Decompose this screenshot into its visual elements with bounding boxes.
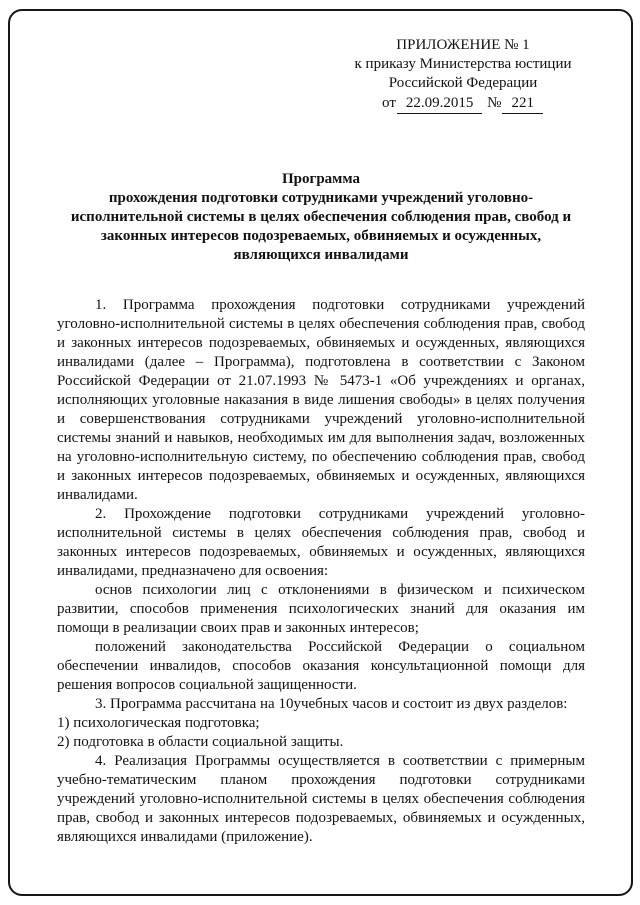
body-list-item: 1) психологическая подготовка; <box>57 715 260 731</box>
appendix-header <box>343 36 583 114</box>
body-list-item: 2) подготовка в области социальной защиты. <box>57 734 344 750</box>
body-paragraph: 4. Реализация Программы осуществляется в соответствии с примерным учебно-тематическим планом прохождения подготовки сотрудниками учреждений уголовно-исполнительной системы в целях обеспечения соблюдения прав, свобод и законных интересов подозреваемых, обвиняемых и осужденных, являющихся инвалидами (приложение). <box>57 753 585 845</box>
page-content <box>57 36 585 847</box>
body-paragraph: положений законодательства Российской Федерации о социальном обеспечении инвалидов, способов оказания консультационной помощи для решения вопросов социальной защищенности. <box>57 639 585 693</box>
order-number-value: 221 <box>502 94 543 114</box>
document-title-text: прохождения подготовки сотрудниками учреждений уголовно-исполнительной системы в целях обеспечения соблюдения прав, свобод и законных интересов подозреваемых, обвиняемых и осужденных, являющихся инвалидами <box>70 190 572 263</box>
number-sign: № <box>487 95 502 111</box>
order-date-value: 22.09.2015 <box>397 94 483 114</box>
body-paragraph: 1. Программа прохождения подготовки сотрудниками учреждений уголовно-исполнительной системы в целях обеспечения соблюдения прав, свобод и законных интересов подозреваемых, обвиняемых и осужденных, являющихся инвалидами (далее – Программа), подготовлена в соответствии с Законом Российской Федерации от 21.07.1993 № 5473-1 «Об учреждениях и органах, исполняющих уголовные наказания в виде лишения свободы» в целях получения и совершенствования сотрудниками учреждений уголовно-исполнительной системы знаний и навыков, необходимых им для выполнения задач, возложенных на уголовно-исполнительную систему, по обеспечению соблюдения прав, свобод и законных интересов подозреваемых, обвиняемых и осужденных, являющихся инвалидами. <box>57 297 585 503</box>
document-title-word: Программа <box>282 171 360 187</box>
order-reference-line: к приказу Министерства юстиции <box>354 56 572 72</box>
document-title <box>57 170 585 265</box>
body-paragraph: 3. Программа рассчитана на 10учебных часов и состоит из двух разделов: <box>95 696 568 712</box>
federation-line: Российской Федерации <box>388 75 538 91</box>
body-paragraph: основ психологии лиц с отклонениями в физическом и психическом развитии, способов применения психологических знаний для оказания им помощи в реализации своих прав и законных интересов; <box>57 582 585 636</box>
order-date-line <box>343 94 583 114</box>
body-paragraph: 2. Прохождение подготовки сотрудниками учреждений уголовно-исполнительной системы в целях обеспечения соблюдения прав, свобод и законных интересов подозреваемых, обвиняемых и осужденных, являющихся инвалидами, предназначено для освоения: <box>57 506 585 579</box>
appendix-number-line: ПРИЛОЖЕНИЕ № 1 <box>396 37 530 53</box>
document-body <box>57 296 585 847</box>
date-prefix: от <box>382 95 396 111</box>
